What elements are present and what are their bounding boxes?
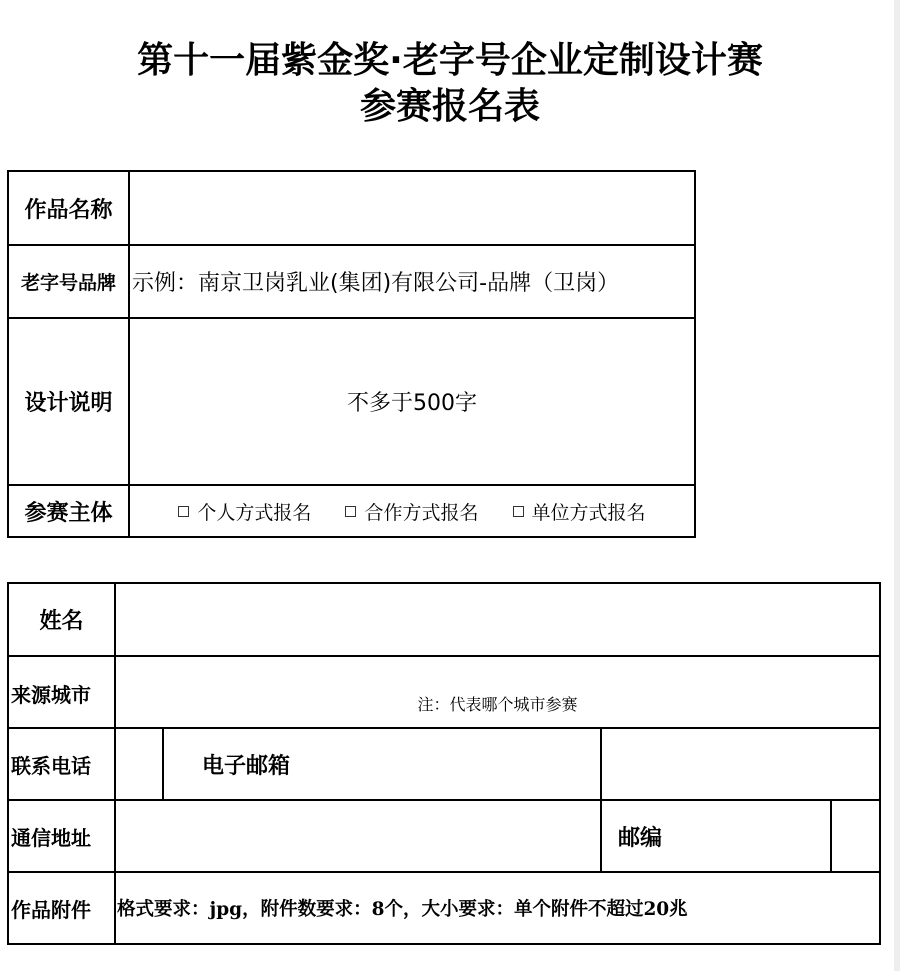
postcode-label: 邮编 <box>601 800 831 872</box>
phone-field[interactable] <box>115 728 163 800</box>
entrant-option-individual[interactable] <box>178 498 311 525</box>
postcode-field[interactable] <box>831 800 880 872</box>
attachment-requirements: 格式要求：jpg，附件数要求：8个，大小要求：单个附件不超过20兆 <box>115 872 880 944</box>
entrant-options <box>129 485 695 537</box>
name-label: 姓名 <box>8 583 115 656</box>
entrant-option-organization[interactable] <box>513 498 646 525</box>
checkbox-icon[interactable] <box>345 506 356 517</box>
table-row <box>8 872 880 944</box>
work-info-table <box>7 170 696 538</box>
checkbox-icon[interactable] <box>178 506 189 517</box>
work-name-field[interactable] <box>129 171 695 245</box>
entrant-label: 参赛主体 <box>8 485 129 537</box>
table-row <box>8 728 880 800</box>
phone-label: 联系电话 <box>8 728 115 800</box>
table-row <box>8 656 880 728</box>
address-label: 通信地址 <box>8 800 115 872</box>
attachment-label: 作品附件 <box>8 872 115 944</box>
brand-field[interactable]: 示例：南京卫岗乳业(集团)有限公司-品牌（卫岗） <box>129 245 695 318</box>
table-row <box>8 485 695 537</box>
table-row <box>8 800 880 872</box>
entrant-option-label: 合作方式报名 <box>364 501 479 524</box>
brand-label: 老字号品牌 <box>8 245 129 318</box>
city-label: 来源城市 <box>8 656 115 728</box>
table-row <box>8 245 695 318</box>
design-desc-label: 设计说明 <box>8 318 129 485</box>
table-row <box>8 583 880 656</box>
design-desc-field[interactable]: 不多于500字 <box>129 318 695 485</box>
entrant-option-label: 个人方式报名 <box>197 501 312 524</box>
table-row <box>8 318 695 485</box>
checkbox-icon[interactable] <box>513 506 524 517</box>
name-field[interactable] <box>115 583 880 656</box>
work-name-label: 作品名称 <box>8 171 129 245</box>
city-field[interactable]: 注：代表哪个城市参赛 <box>115 656 880 728</box>
form-title-line2: 参赛报名表 <box>359 86 540 127</box>
entrant-option-label: 单位方式报名 <box>531 501 646 524</box>
scrollbar-track[interactable] <box>894 0 900 971</box>
address-field[interactable] <box>115 800 601 872</box>
entrant-option-cooperative[interactable] <box>345 498 478 525</box>
form-title-line1: 第十一届紫金奖·老字号企业定制设计赛 <box>137 40 763 81</box>
form-title <box>0 38 900 130</box>
table-row <box>8 171 695 245</box>
personal-info-table <box>7 582 881 945</box>
email-label: 电子邮箱 <box>163 728 601 800</box>
email-field[interactable] <box>601 728 880 800</box>
